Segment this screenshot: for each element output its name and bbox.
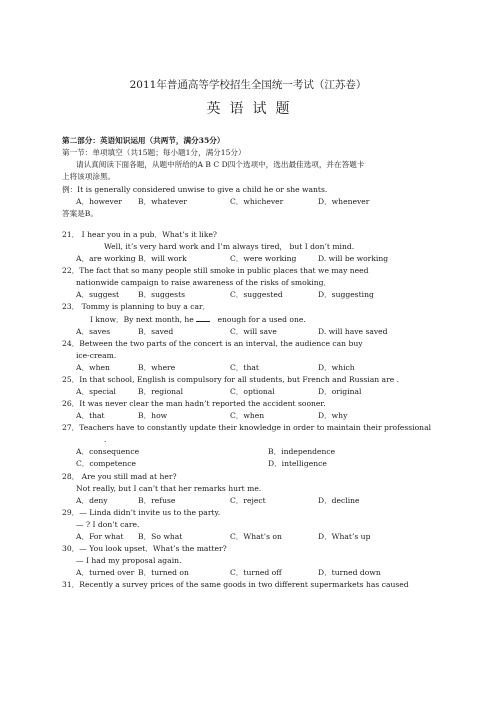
section-heading: 第二部分：英语知识运用（共两节，满分35分） (62, 136, 225, 145)
option-c: C．that (230, 363, 259, 372)
option-c: C．will save (230, 327, 277, 336)
option-d: D．suggesting (318, 290, 374, 299)
option-d: D．which (318, 363, 355, 372)
option-c: C．What’s on (230, 532, 282, 541)
option-d: D．decline (318, 496, 360, 505)
q30-options (76, 568, 436, 578)
q25-stem: 25．In that school, English is compulsory for all students, but French and Russian are . (62, 375, 400, 384)
q30-stem: 30．— You look upset．What’s the matter? (62, 544, 227, 553)
instruction-line-1: 请认真阅读下面各题，从题中所给的A B C D四个选项中，选出最佳选项，并在答题卡 (76, 160, 365, 169)
option-a: A．For what (76, 532, 124, 541)
q24-stem: 24．Between the two parts of the concert is an interval, the audience can buy (62, 339, 363, 348)
option-a: A．when (76, 363, 110, 372)
q21-reply: Well, it’s very hard work and I’m always tired， but I don’t mind. (104, 242, 355, 251)
option-d: D．What’s up (318, 532, 371, 541)
option-d: D．why (318, 411, 348, 420)
option-b: B．refuse (138, 496, 176, 505)
option-c: C．turned off (230, 568, 282, 577)
q29-stem: 29．— Linda didn’t invite us to the party. (62, 508, 221, 517)
q28-options (76, 496, 436, 506)
q29-options (76, 532, 436, 542)
option-b: B．how (138, 411, 168, 420)
option-b: B．suggests (138, 290, 186, 299)
q25-options (76, 387, 436, 397)
q23-stem: 23． Tommy is planning to buy a car． (62, 302, 211, 311)
option-a: A．turned over (76, 568, 135, 577)
option-b: B．So what (138, 532, 183, 541)
option-c: C．competence (76, 459, 136, 468)
q21-stem: 21． I hear you in a pub．What’s it like? (62, 230, 218, 239)
q28-stem: 28． Are you still mad at her? (62, 472, 177, 481)
option-d: D．turned down (318, 568, 381, 577)
q23-reply (90, 314, 306, 325)
option-a: A．that (76, 411, 105, 420)
q31-stem: 31．Recently a survey prices of the same goods in two different supermarkets has caused (62, 580, 409, 589)
q22-stem-cont: nationwide campaign to raise awareness of the risks of smoking． (76, 278, 332, 287)
q24-options (76, 363, 436, 373)
option-a: A．however (76, 197, 122, 206)
option-a: A．special (76, 387, 116, 396)
option-a: A．consequence (76, 447, 140, 456)
option-c: C．when (230, 411, 265, 420)
option-a: A．suggest (76, 290, 120, 299)
q22-stem: 22．The fact that so many people still smoke in public places that we may need (62, 266, 369, 275)
option-b: B．saved (138, 327, 174, 336)
option-c: C．reject (230, 496, 266, 505)
example-options (76, 197, 436, 207)
instruction-line-2: 上将该项涂黑。 (62, 172, 116, 181)
q23-options (76, 327, 436, 337)
exam-title: 2011年普通高等学校招生全国统一考试（江苏卷） (129, 79, 367, 91)
q27-options-row-1 (76, 447, 436, 457)
option-c: C．whichever (230, 197, 284, 206)
example-stem: 例：It is generally considered unwise to give a child he or she wants. (62, 185, 328, 194)
option-b: B．whatever (138, 197, 188, 206)
q22-options (76, 290, 436, 300)
answer-blank (196, 314, 210, 322)
option-b: B．turned on (138, 568, 189, 577)
option-b: B．will work (138, 254, 187, 263)
option-d: D. will have saved (318, 327, 388, 336)
option-b: B．independence (268, 447, 336, 456)
q28-reply: Not really, but I can’t that her remarks hurt me. (76, 484, 262, 493)
q26-options (76, 411, 436, 421)
option-a: A．saves (76, 327, 111, 336)
option-b: B．where (138, 363, 176, 372)
option-c: C．were working (230, 254, 297, 263)
option-a: A．deny (76, 496, 108, 505)
exam-subtitle: 英语试题 (206, 101, 299, 117)
q27-stem-cont: . (104, 435, 107, 444)
option-d: D．intelligence (268, 459, 327, 468)
q30-reply: — I had my proposal again. (76, 556, 182, 565)
option-d: D．original (318, 387, 362, 396)
example-answer: 答案是B。 (62, 209, 98, 218)
option-b: B．regional (138, 387, 184, 396)
option-a: A．are working (76, 254, 136, 263)
option-d: D．whenever (318, 197, 370, 206)
q23-reply-end: enough for a used one. (217, 315, 306, 324)
q21-options (76, 254, 436, 264)
part1-heading: 第一节：单项填空（共15题；每小题1分，满分15分） (62, 148, 246, 157)
q27-stem: 27．Teachers have to constantly update their knowledge in order to maintain their professional (62, 423, 432, 432)
q26-stem: 26．It was never clear the man hadn’t reported the accident sooner. (62, 399, 326, 408)
q29-reply: — ? I don’t care. (76, 520, 140, 529)
q27-options-row-2 (76, 459, 436, 469)
option-c: C．suggested (230, 290, 283, 299)
option-c: C．optional (230, 387, 275, 396)
option-d: D. will be working (318, 254, 389, 263)
q23-reply-start: I know．By next month, he (90, 315, 194, 324)
q24-stem-cont: ice-cream. (76, 351, 117, 360)
